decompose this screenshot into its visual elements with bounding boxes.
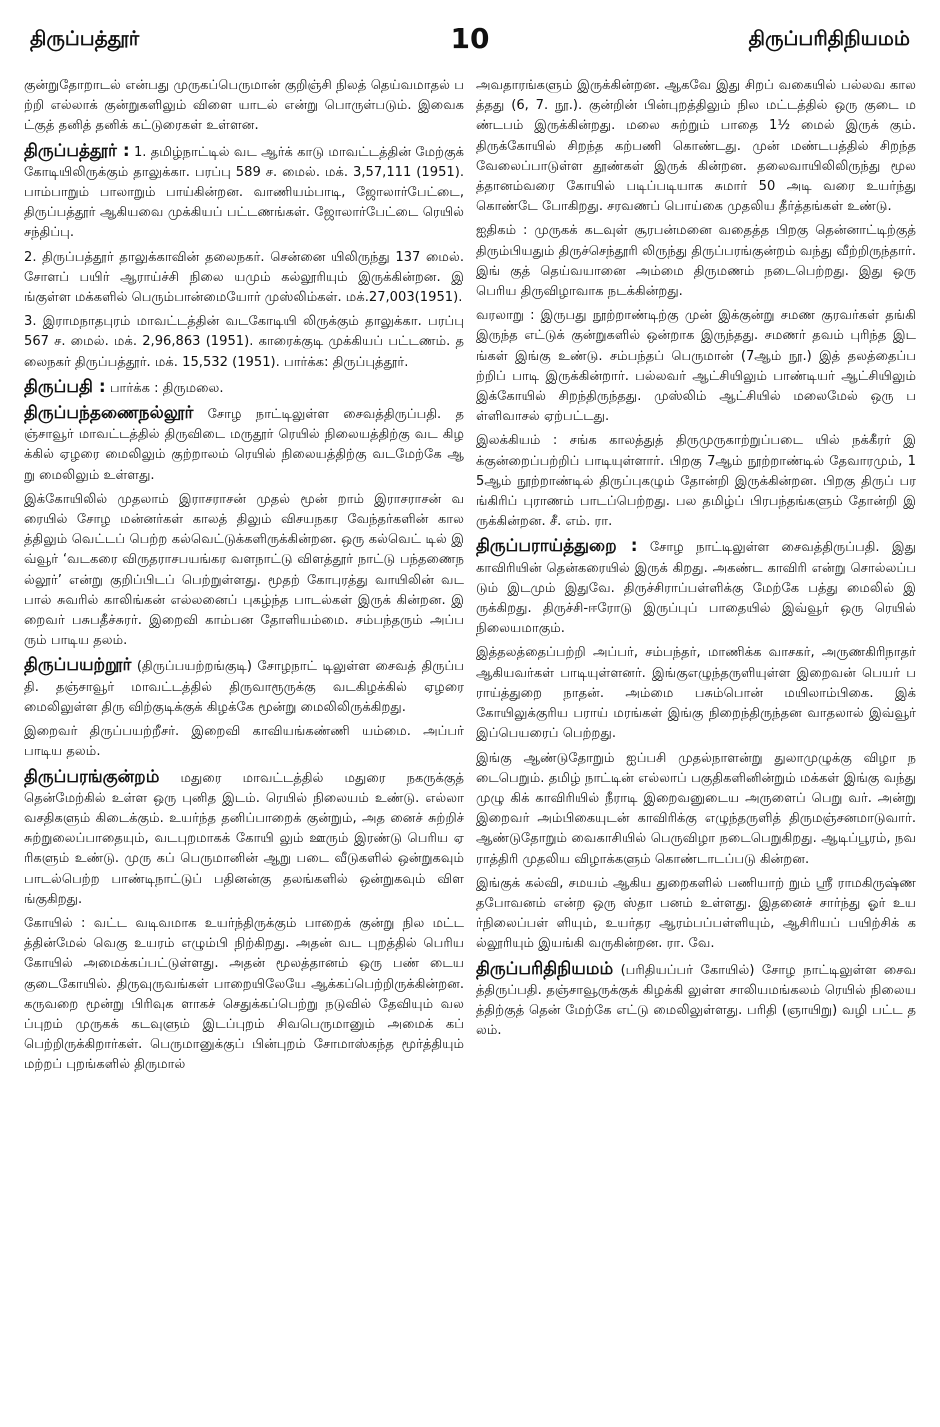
- entry-paragraph: திருப்பத்தூர் : 1. தமிழ்நாட்டில் வட ஆர்க் காடு மாவட்டத்தின் மேற்குக் கோடியிலிருக்கும் தாலுக்கா. பரப்பு 589 ச. மைல். மக். 3,57,111 (1951). பாம்பாறும் பாலாறும் பாய்கின்றன. வாணியம்பாடி, ஜோலார்பேட்டை, திருப்பத்தூர் ஆகியவை முக்கியப் பட்டணங்கள். ஜோலார்பேட்டை ரெயில் சந்திப்பு.: [24, 140, 464, 241]
- entry-paragraph: திருப்பராய்த்துறை : சோழ நாட்டிலுள்ள சைவத்திருப்பதி. இது காவிரியின் தென்கரையில் இருக் கிறது. அகண்ட காவிரி என்று சொல்லப்படும் இடமும் இதுவே. திருச்சிராப்பள்ளிக்கு மேற்கே பத்து மைலில் இருக்கிறது. திருச்சி-ஈரோடு இருப்புப் பாதையில் இவ்வூர் ஒரு ரெயில் நிலையமாகும்.: [476, 536, 916, 637]
- entry-heading: திருப்பந்தணைநல்லூர்: [24, 403, 194, 424]
- running-head-right: திருப்பரிதிநியமம்: [748, 26, 910, 50]
- paragraph: ஐதிகம் : முருகக் கடவுள் சூரபன்மனை வதைத்த பிறகு தென்னாட்டிற்குத் திரும்பியதும் திருச்செந்தூரி லிருந்து திருப்பரங்குன்றம் வந்து வீற்றிருந்தார். இங் குத் தெய்வயானை அம்மை திருமணம் நடைபெற்றது. இது ஒரு பெரிய திருவிழாவாக நடக்கின்றது.: [476, 223, 916, 300]
- paragraph: இங்கு ஆண்டுதோறும் ஐப்பசி முதல்நாளன்று துலாமுழுக்கு விழா நடைபெறும். தமிழ் நாட்டின் எல்லாப் பகுதிகளினின்றும் மக்கள் இங்கு வந்து முழு கிக் காவிரியில் நீராடி இறைவனுடைய அருளைப் பெறு வர். அன்று இறைவர் அம்பிகையுடன் காவிரிக்கு எழுந்தருளித் திருமஞ்சனமாடுவார். ஆண்டுதோறும் வைகாசியில் பெருவிழா நடைபெறுகிறது. ஆடிப்பூரம், நவராத்திரி முதலிய விழாக்களும் கொண்டாடப்படு கின்றன.: [476, 750, 916, 867]
- paragraph: இறைவர் திருப்பயற்றீசர். இறைவி காவியங்கண்ணி யம்மை. அப்பர் பாடிய தலம்.: [24, 724, 464, 760]
- paragraph: இலக்கியம் : சங்க காலத்துத் திருமுருகாற்றுப்படை யில் நக்கீரர் இக்குன்றைப்பற்றிப் பாடியுள்ளார். பிறகு 7ஆம் நூற்றாண்டில் தேவாரமும், 15ஆம் நூற்றாண்டில் திருப்புகழும் தோன்றி இருக்கின்றன. பிறகு திருப் பரங்கிரிப் புராணம் பாடப்பெற்றது. பல தமிழ்ப் பிரபந்தங்களும் தோன்றி இருக்கின்றன. சீ. எம். ரா.: [476, 433, 916, 530]
- entry-heading: திருப்பயற்றூர்: [24, 655, 132, 676]
- page-number: 10: [450, 22, 490, 55]
- entry-heading: திருப்பரங்குன்றம்: [24, 766, 160, 787]
- entry-heading: திருப்பதி :: [24, 376, 106, 397]
- paragraph: கோயில் : வட்ட வடிவமாக உயர்ந்திருக்கும் பாறைக் குன்று நில மட்டத்தின்மேல் வெகு உயரம் எழும்பி நிற்கிறது. அதன் வட புறத்தில் பெரிய கோயில் அமைக்கப்பட்டுள்ளது. அதன் மூலத்தானம் ஒரு பண் டைய குடைகோயில். திருவுருவங்கள் பாறையிலேயே ஆக்கப்பெற்றிருக்கின்றன. கருவறை மூன்று பிரிவுக ளாகச் செதுக்கப்பெற்று நடுவில் தேவியும் வலப்புறம் முருகக் கடவுளும் இடப்புறம் சிவபெருமானும் அமைக் கப் பெற்றிருக்கிறார்கள். பெருமானுக்குப் பின்புறம் சோமாஸ்கந்த மூர்த்தியும் மற்றப் புறங்களில் திருமால்: [24, 915, 464, 1073]
- entry-paragraph: திருப்பரங்குன்றம் மதுரை மாவட்டத்தில் மதுரை நகருக்குத் தென்மேற்கில் உள்ள ஒரு புனித இடம். ரெயில் நிலையம் உண்டு. எல்லா வசதிகளும் கிடைக்கும். உயர்ந்த தனிப்பாறைக் குன்றும், அத னைச் சுற்றிச் சுற்றுலைப்பாதையும், வடபுறமாகக் கோயி லும் ஊரும் இரண்டு பெரிய ஏரிகளும் உண்டு. முரு கப் பெருமானின் ஆறு படை வீடுகளில் ஒன்றுகவும் பாடல்பெற்ற பாண்டிநாட்டுப் பதினன்கு தலங்களில் ஒன்றுகவும் விளங்குகிறது.: [24, 766, 464, 907]
- paragraph: அவதாரங்களும் இருக்கின்றன. ஆகவே இது சிறப் வகையில் பல்லவ காலத்தது (6, 7. நூ.). குன்றின் பின்புறத்திலும் நில மட்டத்தில் ஒரு குடை மண்டபம் இருக்கின்றது. மலை சுற்றும் பாதை 1½ மைல் இருக் கும். திருக்கோயில் சிறந்த கற்பணி கொண்டது. முன் மண்டபத்தில் சிறந்த வேலைப்பாடுள்ள தூண்கள் இருக் கின்றன. தலைவாயிலிலிருந்து மூலத்தானம்வரை கோயில் படிப்படியாக சுமார் 50 அடி வரை உயர்ந்து கொண்டே போகிறது. சரவணப் பொய்கை முதலிய தீர்த்தங்கள் உண்டு.: [476, 78, 916, 215]
- paragraph: இத்தலத்தைப்பற்றி அப்பர், சம்பந்தர், மாணிக்க வாசகர், அருணகிரிநாதர் ஆகியவர்கள் பாடியுள்ளனர். இங்குஎழுந்தருளியுள்ள இறைவன் பெயர் பராய்த்துறை நாதன். அம்மை பசும்பொன் மயிலாம்பிகை. இக் கோயிலுக்குரிய பராய் மரங்கள் இங்கு நிறைந்திருந்தன வாதலால் இவ்வூர் இப்பெயரைப் பெற்றது.: [476, 645, 916, 742]
- text-columns: [24, 76, 916, 1387]
- paragraph: குன்றுதோறாடல் என்பது முருகப்பெருமான் குறிஞ்சி நிலத் தெய்வமாதல் பற்றி எல்லாக் குன்றுகளிலும் விளை யாடல் என்று பொருள்படும். இவைகட்குத் தனித் தனிக் கட்டுரைகள் உள்ளன.: [24, 78, 464, 134]
- paragraph: 2. திருப்பத்தூர் தாலுக்காவின் தலைநகர். சென்னை யிலிருந்து 137 மைல். சோளப் பயிர் ஆராய்ச்சி நிலை யமும் கல்லூரியும் இருக்கின்றன. இங்குள்ள மக்களில் பெரும்பான்மையோர் முஸ்லிம்கள். மக்.27,003(1951).: [24, 249, 464, 306]
- entry-paragraph: திருப்பதி : பார்க்க : திருமலை.: [24, 376, 224, 397]
- entry-paragraph: திருப்பரிதிநியமம் (பரிதியப்பர் கோயில்) சோழ நாட்டிலுள்ள சைவத்திருப்பதி. தஞ்சாவூருக்குக் கிழக்கி லுள்ள சாலியமங்கலம் ரெயில் நிலையத்திற்குத் தென் மேற்கே எட்டு மைலிலுள்ளது. பரிதி (ஞாயிறு) வழி பட்ட தலம்.: [476, 958, 916, 1039]
- right-column: [476, 76, 916, 1386]
- entry-paragraph: திருப்பயற்றூர் (திருப்பயற்றங்குடி) சோழநாட் டிலுள்ள சைவத் திருப்பதி. தஞ்சாவூர் மாவட்டத்தில் திருவாரூருக்கு வடகிழக்கில் ஏழரை மைலிலுள்ள திரு விற்குடிக்குக் கிழக்கே மூன்று மைலிலிருக்கிறது.: [24, 655, 464, 715]
- left-column: [24, 76, 464, 1386]
- paragraph: 3. இராமநாதபுரம் மாவட்டத்தின் வடகோடியி லிருக்கும் தாலுக்கா. பரப்பு 567 ச. மைல். மக். 2,96,863 (1951). காரைக்குடி முக்கியப் பட்டணம். தலைநகர் திருப்பத்தூர். மக். 15,532 (1951). பார்க்க: திருப்புத்தூர்.: [24, 314, 464, 370]
- entry-heading: திருப்பரிதிநியமம்: [476, 958, 614, 979]
- page-header: [22, 0, 918, 68]
- entry-heading: திருப்பராய்த்துறை :: [476, 536, 638, 557]
- running-head-left: திருப்பத்தூர்: [30, 26, 140, 50]
- entry-paragraph: திருப்பந்தணைநல்லூர் சோழ நாட்டிலுள்ள சைவத்திருப்பதி. தஞ்சாவூர் மாவட்டத்தில் திருவிடை மருதூர் ரெயில் நிலையத்திற்கு வட கிழக்கில் ஏழரை மைலிலும் குற்றாலம் ரெயில் நிலையத்திற்கு வடமேற்கே ஆறு மைலிலும் உள்ளது.: [24, 403, 464, 483]
- paragraph: இக்கோயிலில் முதலாம் இராசராசன் முதல் மூன் றாம் இராசராசன் வரையில் சோழ மன்னர்கள் காலத் திலும் விசயநகர வேந்தர்களின் காலத்திலும் வெட்டப் பெற்ற கல்வெட்டுக்களிருக்கின்றன. ஒரு கல்வெட் டில் இவ்வூர் ‘வடகரை விருதராசபயங்கர வளநாட்டு விளத்தூர் நாட்டு பந்தணைநல்லூர்’ என்று குறிப்பிடப் பெற்றுள்ளது. மூதற் கோபுரத்து வாயிலின் வடபால் சுவரில் காலிங்கன் எல்லனைப் புகழ்ந்த பாடல்கள் இருக் கின்றன. இறைவர் பசுபதீச்சுரர். இறைவி காம்பன தோளியம்மை. சம்பந்தரும் அப்பரும் பாடிய தலம்.: [24, 491, 464, 649]
- paragraph: இங்குக் கல்வி, சமயம் ஆகிய துறைகளில் பணியாற் றும் ஸ்ரீ ராமகிருஷ்ண தபோவனம் என்ற ஒரு ஸ்தா பனம் உள்ளது. இதனைச் சார்ந்து ஓர் உயர்நிலைப்பள் ளியும், உயர்தர ஆரம்பப்பள்ளியும், ஆசிரியப் பயிற்சிக் கல்லூரியும் இயங்கி வருகின்றன. ரா. வே.: [476, 875, 916, 952]
- paragraph: வரலாறு : இருபது நூற்றாண்டிற்கு முன் இக்குன்று சமண குரவர்கள் தங்கி இருந்த எட்டுக் குன்றுகளில் ஒன்றாக இருந்தது. சமணர் தவம் புரிந்த இடங்கள் இங்கு உண்டு. சம்பந்தப் பெருமான் (7ஆம் நூ.) இத் தலத்தைப்பற்றிப் பாடி இருக்கின்றார். பல்லவர் ஆட்சியிலும் பாண்டியர் ஆட்சியிலும் இக்கோயில் சிறந்திருந்தது. முஸ்லிம் ஆட்சியில் மலைமேல் ஒரு பள்ளிவாசல் ஏற்பட்டது.: [476, 308, 916, 425]
- entry-heading: திருப்பத்தூர் :: [24, 140, 130, 161]
